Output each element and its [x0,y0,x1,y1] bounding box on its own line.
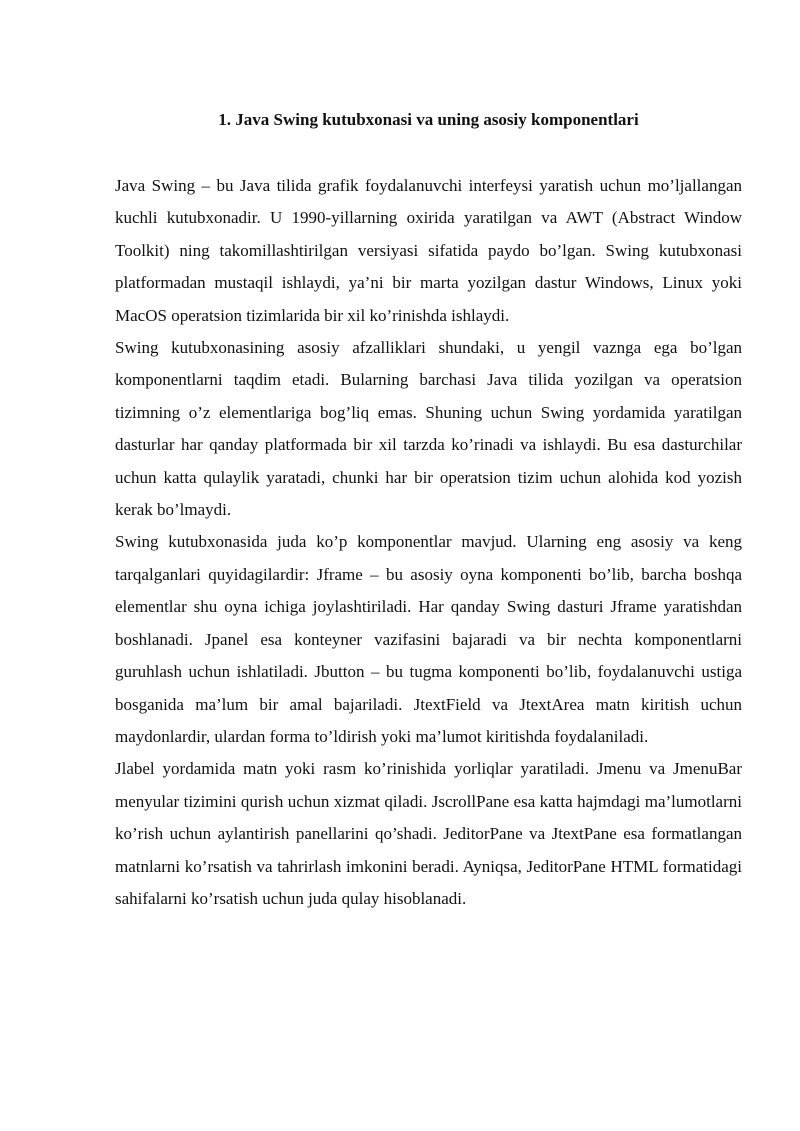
body-text [115,170,742,915]
paragraph-4: Jlabel yordamida matn yoki rasm ko’rinishida yorliqlar yaratiladi. Jmenu va JmenuBar menyular tizimini qurish uchun xizmat qiladi. JscrollPane esa katta hajmdagi ma’lumotlarni ko’rish uchun aylantirish panellarini qo’shadi. JeditorPane va JtextPane esa formatlangan matnlarni ko’rsatish va tahrirlash imkonini beradi. Ayniqsa, JeditorPane HTML formatidagi sahifalarni ko’rsatish uchun juda qulay hisoblanadi. [115,759,742,908]
section-title: 1. Java Swing kutubxonasi va uning asosiy komponentlari [218,110,639,129]
paragraph-1: Java Swing – bu Java tilida grafik foydalanuvchi interfeysi yaratish uchun mo’ljallangan kuchli kutubxonadir. U 1990-yillarning oxirida yaratilgan va AWT (Abstract Window Toolkit) ning takomillashtirilgan versiyasi sifatida paydo bo’lgan. Swing kutubxonasi platformadan mustaqil ishlaydi, ya’ni bir marta yozilgan dastur Windows, Linux yoki MacOS operatsion tizimlarida bir xil ko’rinishda ishlaydi. [115,176,742,325]
paragraph-3: Swing kutubxonasida juda ko’p komponentlar mavjud. Ularning eng asosiy va keng tarqalganlari quyidagilardir: Jframe – bu asosiy oyna komponenti bo’lib, barcha boshqa elementlar shu oyna ichiga joylashtiriladi. Har qanday Swing dasturi Jframe yaratishdan boshlanadi. Jpanel esa konteyner vazifasini bajaradi va bir nechta komponentlarni guruhlash uchun ishlatiladi. Jbutton – bu tugma komponenti bo’lib, foydalanuvchi ustiga bosganida ma’lum bir amal bajariladi. JtextField va JtextArea matn kiritish uchun maydonlardir, ulardan forma to’ldirish yoki ma’lumot kiritishda foydalaniladi. [115,532,742,746]
paragraph-2: Swing kutubxonasining asosiy afzalliklari shundaki, u yengil vaznga ega bo’lgan komponentlarni taqdim etadi. Bularning barchasi Java tilida yozilgan va operatsion tizimning o’z elementlariga bog’liq emas. Shuning uchun Swing yordamida yaratilgan dasturlar har qanday platformada bir xil tarzda ko’rinadi va ishlaydi. Bu esa dasturchilar uchun katta qulaylik yaratadi, chunki har bir operatsion tizim uchun alohida kod yozish kerak bo’lmaydi. [115,338,742,520]
